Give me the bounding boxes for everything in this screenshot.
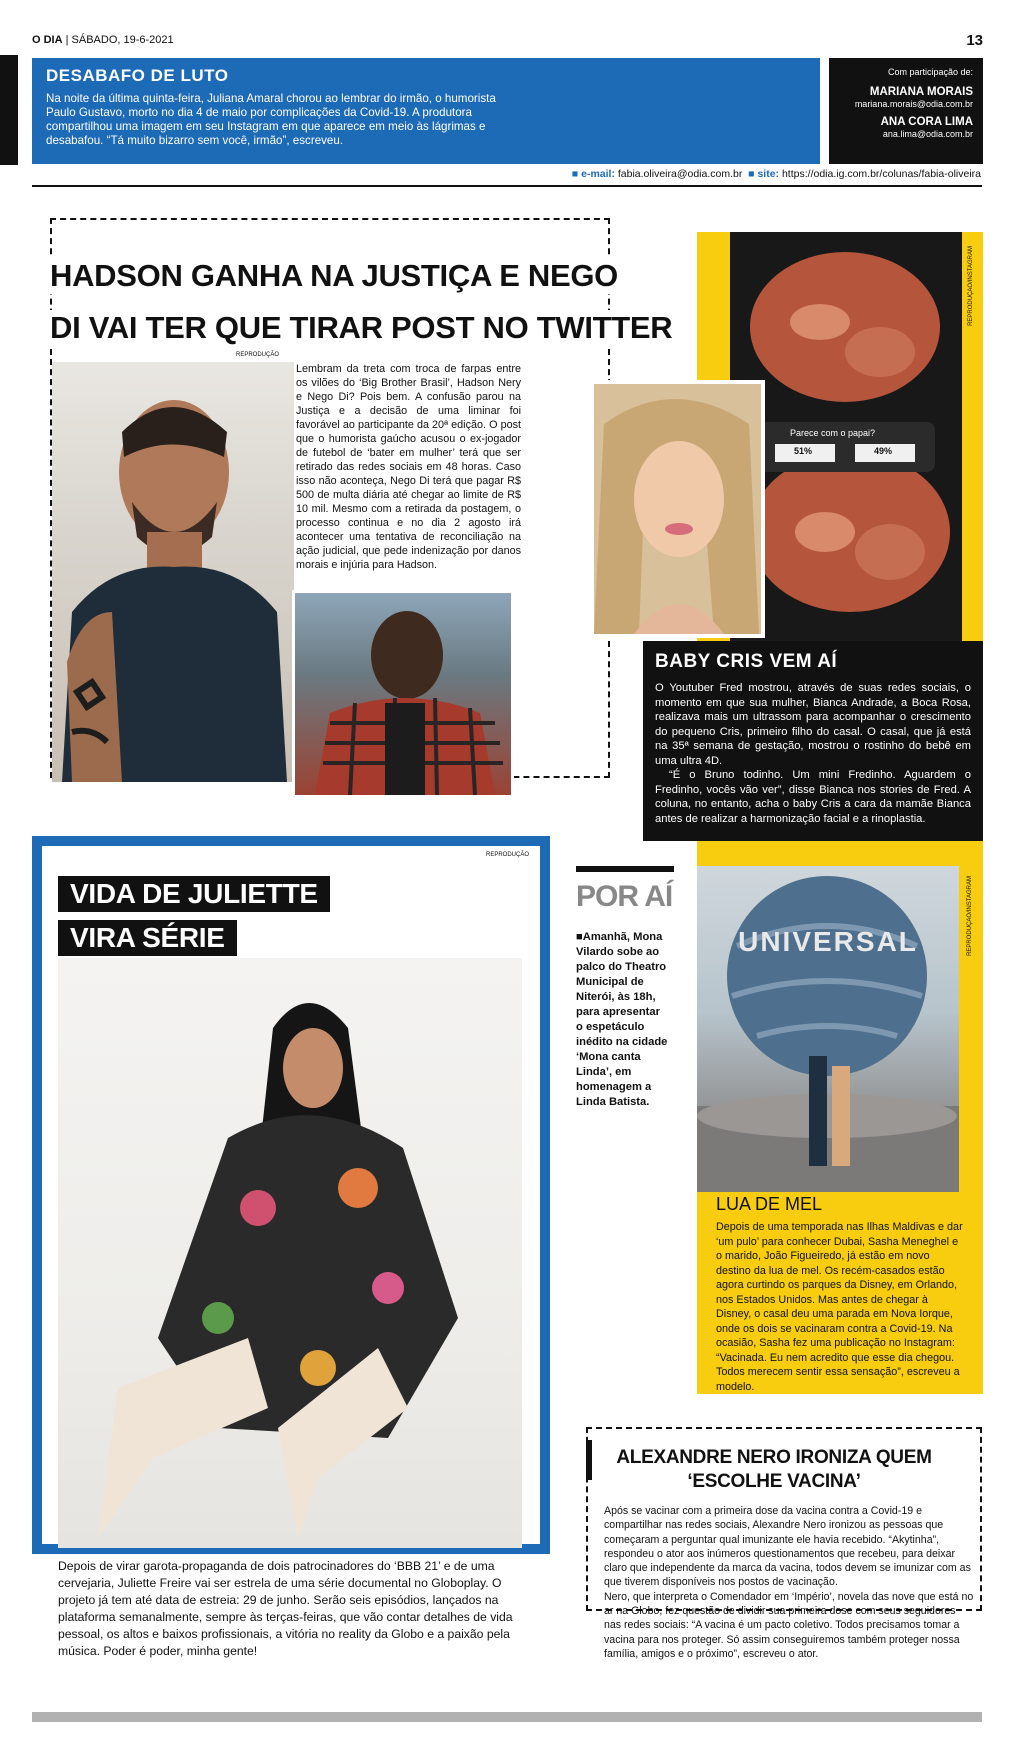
page-number: 13 <box>966 32 983 49</box>
headline-accent <box>586 1440 592 1480</box>
juliette-illustration <box>58 958 522 1548</box>
participation-box <box>829 58 983 164</box>
baby-cris-paragraph: “É o Bruno todinho. Um mini Fredinho. Aguardem o Fredinho, vocês vão ver”, disse Bianca nos stories de Fred. A coluna, no entanto, acha o baby Cris a cara da mamãe Bianca antes de realizar a harmonização facial e a rinoplastia. <box>655 769 971 825</box>
header-separator: | <box>65 34 72 46</box>
hadson-photo <box>52 362 294 782</box>
poll-option[interactable]: 49% <box>874 446 893 456</box>
photo-credit: REPRODUÇÃO/INSTAGRAM <box>967 876 973 956</box>
email-label: ■ e-mail: <box>571 168 615 180</box>
nero-headline: ALEXANDRE NERO IRONIZA QUEM ‘ESCOLHE VACINA’ <box>616 1447 932 1492</box>
juliette-headline-line1: VIDA DE JULIETTE <box>58 876 330 912</box>
newspaper-brand: O DIA <box>32 34 63 46</box>
site-label: ■ site: <box>748 168 780 180</box>
site-link[interactable]: https://odia.ig.com.br/colunas/fabia-oliveira <box>781 168 981 180</box>
contributor-email[interactable]: mariana.morais@odia.com.br <box>854 99 973 109</box>
column-contact <box>572 168 981 180</box>
nego-di-illustration <box>295 593 511 795</box>
contributor-name: ANA CORA LIMA <box>880 116 973 128</box>
page-header <box>32 34 982 52</box>
nero-paragraph: Nero, que interpreta o Comendador em ‘Império’, novela das nove que está no ar na Globo, fez questão de dividir sua primeira dose com seus seguidores nas redes sociais: “A vacina é um pacto coletivo. Todos precisamos tomar a vacina para nos proteger. Só assim conseguiremos também proteger nossa família, amigos e o próximo”, escreveu o ator. <box>604 1590 974 1660</box>
issue-date: SÁBADO, 19-6-2021 <box>71 34 174 46</box>
footer-bar <box>32 1712 982 1722</box>
photo-credit: REPRODUÇÃO/INSTAGRAM <box>968 246 974 326</box>
por-ai-body: ■Amanhã, Mona Vilardo sobe ao palco do Theatro Municipal de Niterói, às 18h, para apresentar o espetáculo inédito na cidade ‘Mona canta Linda’, em homenagem a Linda Batista. <box>576 931 668 1108</box>
poll-question: Parece com o papai? <box>790 428 876 438</box>
hadson-illustration <box>52 362 294 782</box>
photo-credit: REPRODUÇÃO <box>236 352 280 358</box>
nero-article-body <box>604 1504 974 1661</box>
bianca-illustration <box>594 384 761 634</box>
hadson-headline-line2: DI VAI TER QUE TIRAR POST NO TWITTER <box>44 310 678 346</box>
nero-paragraph: Após se vacinar com a primeira dose da vacina contra a Covid-19 e compartilhar nas redes sociais, Alexandre Nero ironizou as pessoas que começaram a perguntar qual imunizante ele havia recebido. “Akytinha”, respondeu o ator aos inúmeros questionamentos que recebeu, para deixar claro que independente da marca da vacina, todos devem se imunizar com as que tiverem disponíveis nos postos de vacinação. <box>604 1505 971 1589</box>
email-link[interactable]: fabia.oliveira@odia.com.br <box>617 168 743 180</box>
por-ai-title: POR AÍ <box>576 880 673 913</box>
juliette-article-body: Depois de virar garota-propaganda de dois patrocinadores do ‘BBB 21’ e de uma cervejaria, Juliette Freire vai ser estrela de uma série documental no Globoplay. O projeto já tem até data de estreia: 29 de junho. Serão seis episódios, lançados na plataforma semanalmente, sempre às terças-feiras, que vão contar detalhes de vida pessoal, os altos e baixos profissionais, a vitória no reality da Globo e a paixão pela música. Poder é poder, minha gente! <box>58 1559 513 1658</box>
photo-credit: REPRODUÇÃO <box>486 852 530 858</box>
baby-cris-box <box>643 641 983 841</box>
header-rule <box>32 185 982 187</box>
participation-label: Com participação de: <box>887 67 973 77</box>
por-ai-text: Amanhã, Mona Vilardo sobe ao palco do Theatro Municipal de Niterói, às 18h, para apresentar o espetáculo inédito na cidade ‘Mona canta Linda’, em homenagem a Linda Batista. <box>576 931 668 1108</box>
baby-cris-title: BABY CRIS VEM AÍ <box>655 651 838 672</box>
poll-option[interactable]: 51% <box>794 446 813 456</box>
universal-globe-illustration <box>697 866 959 1192</box>
nego-di-photo <box>292 590 514 798</box>
universal-photo <box>697 866 959 1192</box>
top-story-box <box>32 58 820 164</box>
top-story-title: DESABAFO DE LUTO <box>46 66 229 85</box>
bianca-photo <box>590 380 765 638</box>
lua-de-mel-title: LUA DE MEL <box>716 1194 823 1214</box>
baby-cris-paragraph: O Youtuber Fred mostrou, através de suas redes sociais, o momento em que sua mulher, Bianca Andrade, a Boca Rosa, realizava mais um ultrassom para acompanhar o crescimento do pequeno Cris, primeiro filho do casal. O casal, que já está na 35ª semana de gestação, mostrou o rostinho do bebê em uma ultra 4D. <box>655 682 971 767</box>
contributor-email[interactable]: ana.lima@odia.com.br <box>882 129 973 139</box>
lua-de-mel-body: Depois de uma temporada nas Ilhas Maldivas e dar ‘um pulo’ para conhecer Dubai, Sasha Meneghel e o marido, João Figueiredo, já estão em novo destino da lua de mel. Os recém-casados estão agora curtindo os parques da Disney, em Orlando, nos Estados Unidos. Mas antes de chegar à Disney, o casal deu uma parada em Nova Iorque, onde os dois se vacinaram contra a Covid-19. Na ocasião, Sasha fez uma publicação no Instagram: “Vacinada. Eu nem acredito que esse dia chegou. Todos merecem sentir essa sensação”, escreveu a modelo. <box>716 1221 963 1393</box>
top-story-body: Na noite da última quinta-feira, Juliana Amaral chorou ao lembrar do irmão, o humorista Paulo Gustavo, morto no dia 4 de maio por complicações da Covid-19. A produtora compartilhou uma imagem em seu Instagram em que aparece em meio às lágrimas e desabafou. “Tá muito bizarro sem você, irmão”, escreveu. <box>46 92 496 147</box>
universal-sign: UNIVERSAL <box>738 926 918 957</box>
hadson-article-body: Lembram da treta com troca de farpas entre os vilões do ‘Big Brother Brasil’, Hadson Nery e Nego Di? Pois bem. A confusão parou na Justiça e a decisão de uma liminar foi favorável ao participante da 20ª edição. O post que o humorista gaúcho acusou o ex-jogador de futebol de ‘bater em mulher’ terá que ser retirado das redes sociais em 48 horas. Caso isso não aconteça, Nego Di terá que pagar R$ 500 de multa diária até chegar ao limite de R$ 10 mil. Mesmo com a retirada da postagem, o processo continua e no dia 2 agosto irá acontecer uma tentativa de reconciliação na ação judicial, que pede indenização por danos morais e injúria para Hadson. <box>296 363 521 571</box>
juliette-headline-line2: VIRA SÉRIE <box>58 920 237 956</box>
por-ai-rule <box>576 866 674 872</box>
hadson-headline-line1: HADSON GANHA NA JUSTIÇA E NEGO <box>44 258 624 294</box>
left-accent-bar <box>0 55 18 165</box>
contributor-name: MARIANA MORAIS <box>869 86 973 98</box>
juliette-photo <box>58 958 522 1548</box>
